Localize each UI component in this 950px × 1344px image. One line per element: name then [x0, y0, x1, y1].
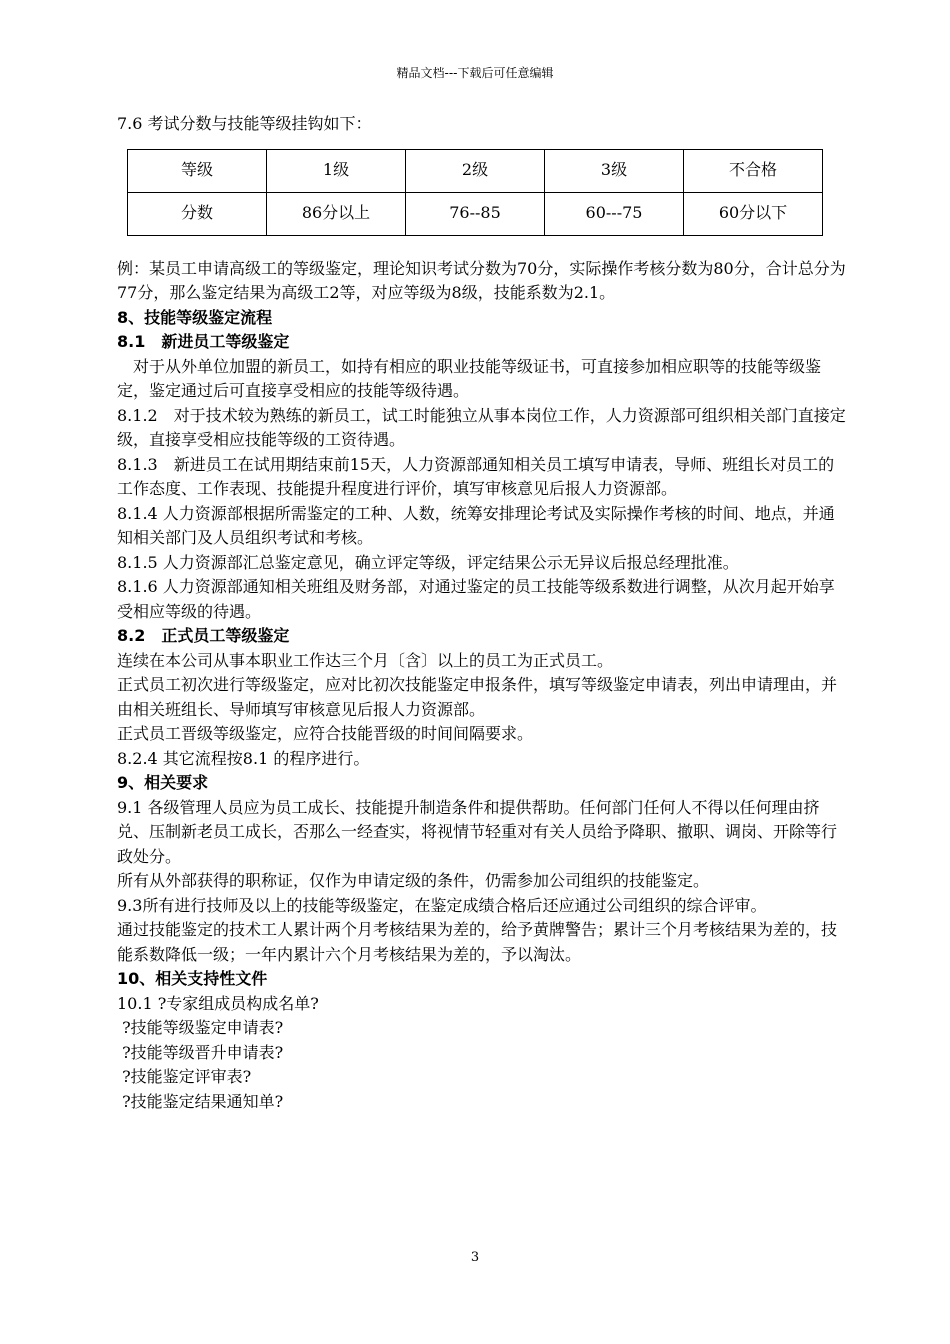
- page-header: 精品文档---下载后可任意编辑: [396, 66, 554, 80]
- list-item: ?技能等级晋升申请表?: [117, 1042, 284, 1062]
- score-level-table: [127, 149, 823, 236]
- table-cell: 60---75: [545, 192, 684, 235]
- table-cell: 76--85: [406, 192, 545, 235]
- section-8-2-paragraph: 连续在本公司从事本职业工作达三个月〔含〕以上的员工为正式员工。: [117, 650, 614, 670]
- table-cell: 不合格: [684, 149, 823, 192]
- section-8-2-heading: 8.2 正式员工等级鉴定: [117, 626, 290, 645]
- section-8-1-2: 8.1.2 对于技术较为熟练的新员工，试工时能独立从事本岗位工作，人力资源部可组织相关部门直接定级，直接享受相应技能等级的工资待遇。: [117, 405, 846, 449]
- table-cell: 分数: [128, 192, 267, 235]
- list-item: 10.1 ?专家组成员构成名单?: [117, 993, 319, 1013]
- table-row: [128, 192, 823, 235]
- list-item: ?技能鉴定评审表?: [117, 1067, 252, 1086]
- section-8-2-paragraph: 正式员工晋级等级鉴定，应符合技能晋级的时间间隔要求。: [117, 724, 534, 743]
- section-8-1-heading: 8.1 新进员工等级鉴定: [117, 332, 290, 351]
- section-8-1-paragraph: 对于从外单位加盟的新员工，如持有相应的职业技能等级证书，可直接参加相应职等的技能等级鉴定，鉴定通过后可直接享受相应的技能等级待遇。: [117, 356, 822, 400]
- table-cell: 60分以下: [684, 192, 823, 235]
- section-8-heading: 8、技能等级鉴定流程: [117, 307, 273, 327]
- section-8-1-6: 8.1.6 人力资源部通知相关班组及财务部，对通过鉴定的员工技能等级系数进行调整，从次月起开始享受相应等级的待遇。: [117, 577, 835, 621]
- table-cell: 2级: [406, 149, 545, 192]
- section-7-6-title: 7.6 考试分数与技能等级挂钩如下：: [117, 114, 372, 133]
- table-cell: 3级: [545, 149, 684, 192]
- section-8-1-3: 8.1.3 新进员工在试用期结束前15天，人力资源部通知相关员工填写申请表，导师、班组长对员工的工作态度、工作表现、技能提升程度进行评价，填写审核意见后报人力资源部。: [117, 454, 835, 498]
- section-9-heading: 9、相关要求: [117, 773, 209, 792]
- section-8-1-5: 8.1.5 人力资源部汇总鉴定意见，确立评定等级，评定结果公示无异议后报总经理批准。: [117, 552, 739, 572]
- section-8-1-4: 8.1.4 人力资源部根据所需鉴定的工种、人数，统筹安排理论考试及实际操作考核的时间、地点，并通知相关部门及人员组织考试和考核。: [117, 503, 835, 547]
- table-cell: 1级: [267, 149, 406, 192]
- table-cell: 等级: [128, 149, 267, 192]
- section-9-paragraph: 所有从外部获得的职称证，仅作为申请定级的条件，仍需参加公司组织的技能鉴定。: [117, 871, 710, 890]
- section-10-heading: 10、相关支持性文件: [117, 969, 268, 988]
- section-9-1: 9.1 各级管理人员应为员工成长、技能提升制造条件和提供帮助。任何部门任何人不得以任何理由挤兑、压制新老员工成长，否那么一经查实，将视情节轻重对有关人员给予降职、撤职、调岗、开除等行政处分。: [117, 797, 838, 866]
- list-item: ?技能鉴定结果通知单?: [117, 1091, 284, 1111]
- section-9-3: 9.3所有进行技师及以上的技能等级鉴定，在鉴定成绩合格后还应通过公司组织的综合评审。: [117, 895, 767, 915]
- table-cell: 86分以上: [267, 192, 406, 235]
- section-9-paragraph: 通过技能鉴定的技术工人累计两个月考核结果为差的，给予黄牌警告；累计三个月考核结果为差的，技能系数降低一级；一年内累计六个月考核结果为差的，予以淘汰。: [117, 920, 838, 964]
- example-paragraph: 例：某员工申请高级工的等级鉴定，理论知识考试分数为70分，实际操作考核分数为80分，合计总分为77分，那么鉴定结果为高级工2等，对应等级为8级，技能系数为2.1。: [117, 258, 846, 302]
- section-8-2-paragraph: 正式员工初次进行等级鉴定，应对比初次技能鉴定申报条件，填写等级鉴定申请表，列出申请理由，并由相关班组长、导师填写审核意见后报人力资源部。: [117, 675, 838, 719]
- section-8-2-4: 8.2.4 其它流程按8.1 的程序进行。: [117, 748, 370, 768]
- document-body: [117, 112, 849, 1114]
- page-number: 3: [470, 1250, 480, 1265]
- list-item: ?技能等级鉴定申请表?: [117, 1018, 284, 1037]
- table-row: [128, 149, 823, 192]
